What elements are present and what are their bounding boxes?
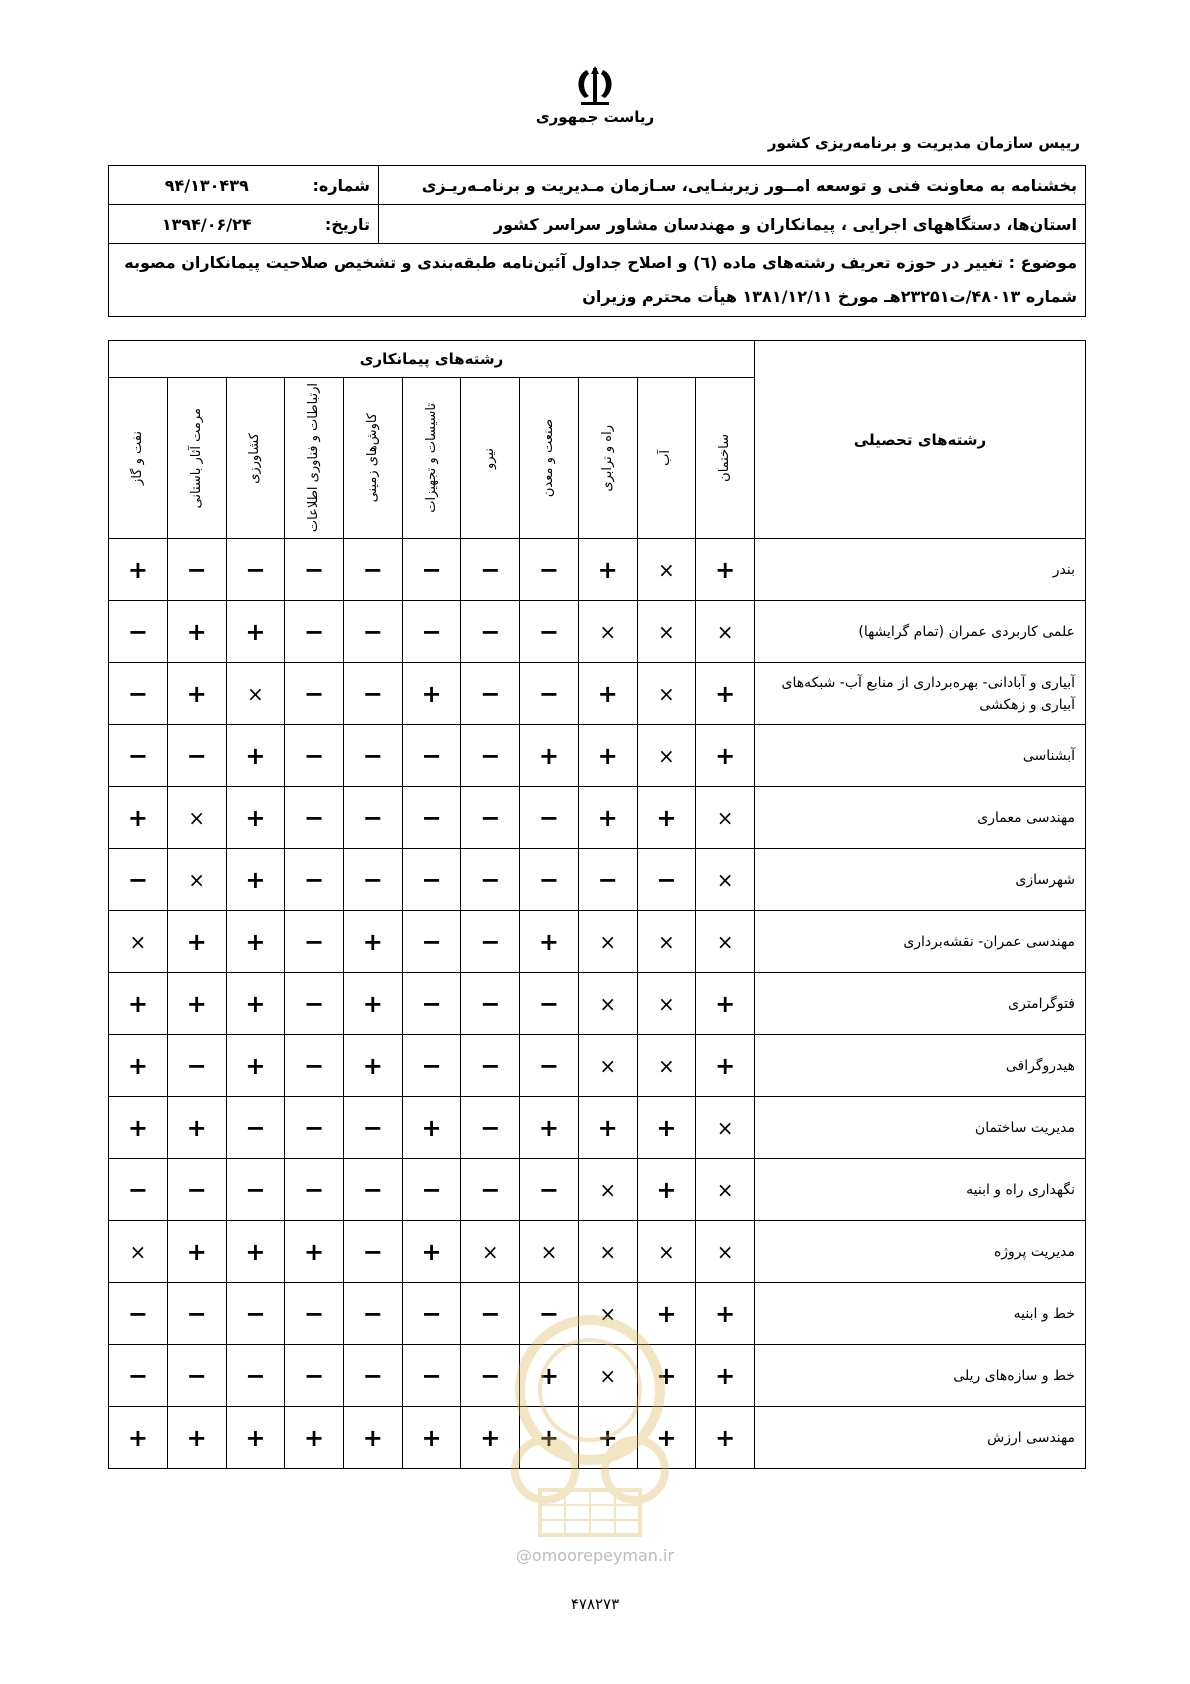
eligibility-mark: − xyxy=(520,1159,579,1221)
eligibility-mark: − xyxy=(285,1159,344,1221)
eligibility-mark: × xyxy=(578,1159,637,1221)
eligibility-mark: + xyxy=(696,539,755,601)
row-field-name: خط و ابنیه xyxy=(755,1283,1086,1345)
eligibility-mark: × xyxy=(696,1221,755,1283)
eligibility-mark: + xyxy=(402,663,461,725)
eligibility-mark: + xyxy=(578,725,637,787)
iran-emblem-icon xyxy=(565,64,625,108)
eligibility-mark: + xyxy=(578,787,637,849)
letter-header xyxy=(108,165,1086,317)
eligibility-mark: − xyxy=(285,1283,344,1345)
eligibility-mark: − xyxy=(167,725,226,787)
eligibility-mark: − xyxy=(343,1097,402,1159)
table-body xyxy=(109,539,1086,1469)
eligibility-mark: + xyxy=(578,539,637,601)
eligibility-mark: − xyxy=(167,1345,226,1407)
eligibility-mark: × xyxy=(109,911,168,973)
eligibility-mark: + xyxy=(343,911,402,973)
column-header xyxy=(637,378,696,539)
eligibility-mark: − xyxy=(461,849,520,911)
eligibility-mark: − xyxy=(461,663,520,725)
table-row xyxy=(109,725,1086,787)
table-row xyxy=(109,1221,1086,1283)
table-row xyxy=(109,973,1086,1035)
eligibility-mark: − xyxy=(402,601,461,663)
eligibility-mark: − xyxy=(520,663,579,725)
eligibility-mark: − xyxy=(343,787,402,849)
eligibility-mark: × xyxy=(520,1221,579,1283)
table-row xyxy=(109,1097,1086,1159)
eligibility-mark: − xyxy=(285,849,344,911)
column-header-label: مرمت آثار باستانی xyxy=(188,407,204,509)
eligibility-mark: − xyxy=(520,1283,579,1345)
subject: موضوع : تغییر در حوزه تعریف رشته‌های ماده (٦) و اصلاح جداول آئین‌نامه طبقه‌بندی و تشخیص صلاحیت پیمانکاران مصوبه شماره ۴۸۰۱۳/ت۲۳۲۵۱هـ مورخ ۱۳۸۱/۱۲/۱۱ هیأت محترم وزیران xyxy=(109,244,1086,317)
eligibility-mark: − xyxy=(285,1345,344,1407)
eligibility-mark: × xyxy=(167,849,226,911)
eligibility-mark: × xyxy=(578,1345,637,1407)
column-header xyxy=(578,378,637,539)
eligibility-mark: + xyxy=(578,663,637,725)
column-header-label: راه و ترابری xyxy=(599,424,615,492)
eligibility-mark: − xyxy=(461,539,520,601)
eligibility-mark: − xyxy=(343,725,402,787)
eligibility-mark: − xyxy=(402,1159,461,1221)
eligibility-mark: + xyxy=(226,787,285,849)
eligibility-mark: − xyxy=(285,1097,344,1159)
eligibility-mark: × xyxy=(578,1283,637,1345)
eligibility-mark: + xyxy=(402,1221,461,1283)
eligibility-mark: − xyxy=(402,725,461,787)
eligibility-mark: + xyxy=(637,1097,696,1159)
eligibility-mark: + xyxy=(696,1035,755,1097)
eligibility-mark: − xyxy=(461,725,520,787)
eligibility-mark: + xyxy=(696,725,755,787)
eligibility-mark: − xyxy=(520,1035,579,1097)
eligibility-mark: × xyxy=(578,601,637,663)
eligibility-mark: − xyxy=(402,973,461,1035)
eligibility-mark: − xyxy=(285,663,344,725)
eligibility-mark: − xyxy=(520,787,579,849)
eligibility-mark: + xyxy=(167,601,226,663)
eligibility-mark: + xyxy=(520,1407,579,1469)
eligibility-mark: − xyxy=(637,849,696,911)
eligibility-mark: × xyxy=(696,787,755,849)
eligibility-mark: − xyxy=(520,973,579,1035)
column-header-label: آب xyxy=(658,450,674,466)
eligibility-mark: + xyxy=(696,1407,755,1469)
eligibility-mark: − xyxy=(343,1221,402,1283)
eligibility-mark: − xyxy=(167,1283,226,1345)
organization-full-title: رییس سازمان مدیریت و برنامه‌ریزی کشور xyxy=(767,134,1080,152)
eligibility-mark: − xyxy=(402,1035,461,1097)
eligibility-mark: − xyxy=(461,1159,520,1221)
row-field-name: بندر xyxy=(755,539,1086,601)
eligibility-mark: + xyxy=(167,1407,226,1469)
table-row xyxy=(109,539,1086,601)
eligibility-mark: × xyxy=(637,601,696,663)
eligibility-mark: − xyxy=(343,539,402,601)
date-label: تاریخ: xyxy=(304,205,378,244)
eligibility-mark: + xyxy=(343,973,402,1035)
row-field-name: مهندسی معماری xyxy=(755,787,1086,849)
eligibility-mark: + xyxy=(343,1035,402,1097)
eligibility-mark: × xyxy=(637,539,696,601)
eligibility-mark: − xyxy=(461,1283,520,1345)
eligibility-mark: + xyxy=(637,1345,696,1407)
column-header xyxy=(461,378,520,539)
eligibility-mark: − xyxy=(461,1345,520,1407)
eligibility-mark: + xyxy=(167,1097,226,1159)
eligibility-mark: − xyxy=(343,601,402,663)
address-line-1: بخشنامه به معاونت فنی و توسعه امــور زیربنـایی، سـازمان مـدیریت و برنامـه‌ریـزی xyxy=(379,166,1086,205)
eligibility-mark: × xyxy=(637,1035,696,1097)
eligibility-mark: × xyxy=(696,911,755,973)
eligibility-mark: − xyxy=(109,849,168,911)
group-title: رشته‌های پیمانکاری xyxy=(109,341,755,378)
eligibility-mark: + xyxy=(226,725,285,787)
eligibility-mark: − xyxy=(226,1283,285,1345)
eligibility-mark: − xyxy=(167,539,226,601)
column-header-label: تاسیسات و تجهیزات xyxy=(423,403,439,513)
row-field-name: علمی کاربردی عمران (تمام گرایشها) xyxy=(755,601,1086,663)
eligibility-mark: − xyxy=(343,663,402,725)
eligibility-mark: − xyxy=(109,1283,168,1345)
eligibility-mark: + xyxy=(285,1221,344,1283)
table-row xyxy=(109,787,1086,849)
column-header-label: نیرو xyxy=(482,447,498,469)
column-header-label: نفت و گاز xyxy=(129,431,145,485)
eligibility-mark: + xyxy=(520,725,579,787)
date-value: ۱۳۹۴/۰۶/۲۴ xyxy=(109,205,305,244)
eligibility-mark: + xyxy=(109,1097,168,1159)
eligibility-mark: + xyxy=(109,1035,168,1097)
eligibility-mark: − xyxy=(167,1159,226,1221)
table-row xyxy=(109,663,1086,725)
eligibility-mark: + xyxy=(461,1407,520,1469)
eligibility-mark: − xyxy=(226,1345,285,1407)
eligibility-mark: − xyxy=(285,1035,344,1097)
eligibility-mark: − xyxy=(285,973,344,1035)
eligibility-mark: + xyxy=(109,787,168,849)
eligibility-mark: − xyxy=(285,787,344,849)
row-field-name: مهندسی عمران- نقشه‌برداری xyxy=(755,911,1086,973)
eligibility-mark: + xyxy=(520,1345,579,1407)
column-header xyxy=(285,378,344,539)
table-row xyxy=(109,1035,1086,1097)
eligibility-mark: − xyxy=(520,601,579,663)
eligibility-mark: + xyxy=(343,1407,402,1469)
table-row xyxy=(109,849,1086,911)
eligibility-mark: × xyxy=(637,1221,696,1283)
eligibility-mark: − xyxy=(285,539,344,601)
eligibility-mark: + xyxy=(696,973,755,1035)
eligibility-mark: + xyxy=(226,1221,285,1283)
table-row xyxy=(109,911,1086,973)
eligibility-table xyxy=(108,340,1086,1469)
eligibility-mark: − xyxy=(461,1035,520,1097)
eligibility-mark: × xyxy=(696,849,755,911)
row-field-name: هیدروگرافی xyxy=(755,1035,1086,1097)
eligibility-mark: + xyxy=(226,849,285,911)
row-field-name: مهندسی ارزش xyxy=(755,1407,1086,1469)
eligibility-mark: − xyxy=(226,1159,285,1221)
column-header xyxy=(109,378,168,539)
eligibility-mark: × xyxy=(578,1221,637,1283)
eligibility-mark: + xyxy=(285,1407,344,1469)
eligibility-mark: − xyxy=(520,849,579,911)
eligibility-mark: × xyxy=(461,1221,520,1283)
column-header-label: ارتباطات و فناوری اطلاعات xyxy=(306,383,322,533)
eligibility-mark: − xyxy=(109,1345,168,1407)
eligibility-mark: − xyxy=(461,601,520,663)
number-label: شماره: xyxy=(304,166,378,205)
eligibility-mark: × xyxy=(637,663,696,725)
eligibility-mark: − xyxy=(226,1097,285,1159)
eligibility-mark: + xyxy=(696,663,755,725)
eligibility-mark: + xyxy=(402,1407,461,1469)
row-field-name: آبیاری و آبادانی- بهره‌برداری از منابع آب- شبکه‌های آبیاری و زهکشی xyxy=(755,663,1086,725)
row-field-name: فتوگرامتری xyxy=(755,973,1086,1035)
eligibility-mark: + xyxy=(696,1283,755,1345)
eligibility-mark: − xyxy=(109,1159,168,1221)
eligibility-mark: − xyxy=(285,911,344,973)
row-field-name: مدیریت ساختمان xyxy=(755,1097,1086,1159)
eligibility-mark: − xyxy=(461,973,520,1035)
table-row xyxy=(109,1159,1086,1221)
column-header xyxy=(226,378,285,539)
eligibility-mark: − xyxy=(402,787,461,849)
eligibility-mark: + xyxy=(109,1407,168,1469)
number-value: ۹۴/۱۳۰۴۳۹ xyxy=(109,166,305,205)
eligibility-mark: × xyxy=(696,1159,755,1221)
row-field-name: مدیریت پروژه xyxy=(755,1221,1086,1283)
table-row xyxy=(109,1407,1086,1469)
row-field-name: نگهداری راه و ابنیه xyxy=(755,1159,1086,1221)
eligibility-mark: − xyxy=(402,911,461,973)
eligibility-mark: − xyxy=(226,539,285,601)
column-header xyxy=(167,378,226,539)
eligibility-mark: + xyxy=(637,1407,696,1469)
eligibility-mark: − xyxy=(520,539,579,601)
eligibility-mark: − xyxy=(402,539,461,601)
column-header xyxy=(343,378,402,539)
eligibility-mark: + xyxy=(167,911,226,973)
table-row xyxy=(109,1345,1086,1407)
eligibility-mark: × xyxy=(578,973,637,1035)
eligibility-mark: − xyxy=(402,1345,461,1407)
eligibility-mark: + xyxy=(520,1097,579,1159)
eligibility-mark: + xyxy=(637,1159,696,1221)
fields-title: رشته‌های تحصیلی xyxy=(755,341,1086,539)
eligibility-mark: − xyxy=(343,849,402,911)
eligibility-mark: + xyxy=(226,1407,285,1469)
column-header xyxy=(520,378,579,539)
row-field-name: آبشناسی xyxy=(755,725,1086,787)
eligibility-mark: × xyxy=(637,973,696,1035)
website-watermark: @omoorepeyman.ir xyxy=(515,1546,675,1565)
eligibility-mark: − xyxy=(343,1159,402,1221)
eligibility-mark: × xyxy=(109,1221,168,1283)
eligibility-mark: − xyxy=(461,1097,520,1159)
eligibility-mark: − xyxy=(343,1283,402,1345)
eligibility-mark: × xyxy=(226,663,285,725)
eligibility-mark: + xyxy=(109,973,168,1035)
eligibility-mark: − xyxy=(402,849,461,911)
column-header-label: صنعت و معدن xyxy=(540,418,556,498)
eligibility-mark: − xyxy=(109,663,168,725)
eligibility-mark: − xyxy=(167,1035,226,1097)
eligibility-mark: + xyxy=(167,973,226,1035)
organization-title: ریاست جمهوری xyxy=(535,108,655,126)
eligibility-mark: × xyxy=(578,1035,637,1097)
column-header-label: کشاورزی xyxy=(247,432,263,484)
eligibility-mark: × xyxy=(637,725,696,787)
column-header xyxy=(696,378,755,539)
eligibility-mark: − xyxy=(109,601,168,663)
eligibility-mark: − xyxy=(461,911,520,973)
column-header xyxy=(402,378,461,539)
eligibility-mark: + xyxy=(578,1097,637,1159)
address-line-2: استان‌ها، دستگاههای اجرایی ، پیمانکاران و مهندسان مشاور سراسر کشور xyxy=(379,205,1086,244)
eligibility-mark: + xyxy=(520,911,579,973)
eligibility-mark: × xyxy=(578,911,637,973)
table-row xyxy=(109,601,1086,663)
eligibility-mark: + xyxy=(226,973,285,1035)
eligibility-mark: + xyxy=(226,911,285,973)
document-number: ۴۷۸۲۷۳ xyxy=(570,1595,620,1613)
eligibility-mark: × xyxy=(696,601,755,663)
eligibility-mark: × xyxy=(637,911,696,973)
eligibility-mark: + xyxy=(226,601,285,663)
eligibility-mark: + xyxy=(167,663,226,725)
eligibility-mark: × xyxy=(696,1097,755,1159)
eligibility-mark: − xyxy=(578,849,637,911)
eligibility-mark: + xyxy=(637,1283,696,1345)
eligibility-mark: − xyxy=(285,725,344,787)
eligibility-mark: + xyxy=(109,539,168,601)
eligibility-mark: − xyxy=(109,725,168,787)
eligibility-mark: × xyxy=(167,787,226,849)
eligibility-mark: + xyxy=(226,1035,285,1097)
row-field-name: خط و سازه‌های ریلی xyxy=(755,1345,1086,1407)
eligibility-mark: + xyxy=(402,1097,461,1159)
eligibility-mark: − xyxy=(285,601,344,663)
column-header-label: ساختمان xyxy=(717,434,733,482)
eligibility-mark: − xyxy=(402,1283,461,1345)
eligibility-mark: − xyxy=(343,1345,402,1407)
eligibility-mark: + xyxy=(578,1407,637,1469)
eligibility-mark: + xyxy=(696,1345,755,1407)
row-field-name: شهرسازی xyxy=(755,849,1086,911)
table-row xyxy=(109,1283,1086,1345)
eligibility-mark: + xyxy=(167,1221,226,1283)
eligibility-mark: + xyxy=(637,787,696,849)
eligibility-mark: − xyxy=(461,787,520,849)
column-header-label: کاوش‌های زمینی xyxy=(364,413,380,503)
